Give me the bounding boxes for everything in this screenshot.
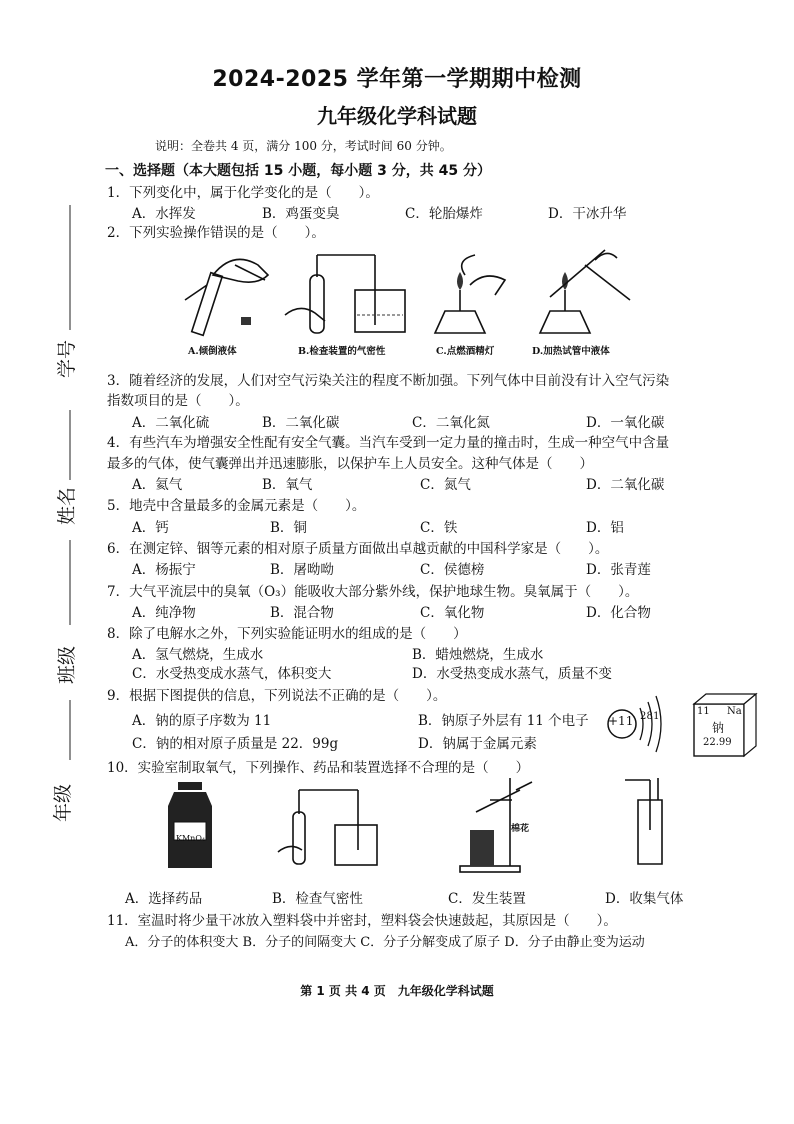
q9-stem: 9．根据下图提供的信息，下列说法不正确的是（ ）。 <box>107 688 447 704</box>
q10-bottle-label: KMnO₄ <box>176 834 206 843</box>
q2-figure-c-lamp <box>435 255 505 333</box>
q9-option-a: A．钠的原子序数为 11 <box>132 713 272 729</box>
exam-title: 2024-2025 学年第一学期期中检测 <box>212 67 582 92</box>
q2-figure-d-heating <box>540 250 630 333</box>
q2-figure-a-pouring <box>185 259 268 335</box>
q3-option-c: C．二氧化氮 <box>412 415 490 431</box>
q4-stem-line1: 4．有些汽车为增强安全性配有安全气囊。当汽车受到一定力量的撞击时，生成一种空气中含量 <box>107 435 670 451</box>
q10-option-d: D．收集气体 <box>605 891 684 907</box>
q7-option-c: C．氧化物 <box>420 605 485 621</box>
q2-option-d: D.加热试管中液体 <box>532 346 610 357</box>
q1-option-b: B．鸡蛋变臭 <box>262 206 340 222</box>
q4-option-b: B．氧气 <box>262 477 313 493</box>
q4-stem-line2: 最多的气体，使气囊弹出并迅速膨胀，以保护车上人员安全。这种气体是（ ） <box>107 456 593 472</box>
side-label-banji: 班级 <box>56 645 78 684</box>
q4-option-d: D．二氧化碳 <box>586 477 665 493</box>
q6-stem: 6．在测定锌、铟等元素的相对原子质量方面做出卓越贡献的中国科学家是（ ）。 <box>107 541 609 557</box>
element-symbol: Na <box>727 706 742 717</box>
q10-option-b: B．检查气密性 <box>272 891 363 907</box>
side-label-xingming: 姓名 <box>56 486 78 525</box>
side-label-nianji: 年级 <box>52 783 74 822</box>
q9-option-b: B．钠原子外层有 11 个电子 <box>418 713 589 729</box>
q6-option-b: B．屠呦呦 <box>270 562 334 578</box>
q1-option-c: C．轮胎爆炸 <box>405 206 483 222</box>
q3-stem-line2: 指数项目的是（ ）。 <box>107 393 249 409</box>
q10-cotton-label: 棉花 <box>511 824 530 834</box>
exam-note: 说明：全卷共 4 页，满分 100 分，考试时间 60 分钟。 <box>155 139 452 153</box>
q4-option-c: C．氮气 <box>420 477 471 493</box>
q3-option-b: B．二氧化碳 <box>262 415 340 431</box>
q10-figure-d-collect <box>625 778 662 864</box>
q11-options: A．分子的体积变大 B．分子的间隔变大 C．分子分解变成了原子 D．分子由静止变为运动 <box>125 935 645 950</box>
atom-shells: 2 8 1 <box>640 711 660 722</box>
element-number: 11 <box>697 706 710 717</box>
q3-option-a: A．二氧化硫 <box>132 415 210 431</box>
q5-option-d: D．铝 <box>586 520 624 536</box>
q2-option-c: C.点燃酒精灯 <box>436 346 495 357</box>
exam-subtitle: 九年级化学科试题 <box>317 104 477 128</box>
q2-figure-b-airtight <box>285 255 405 333</box>
q10-figure-a-bottle <box>168 782 212 868</box>
q2-stem: 2．下列实验操作错误的是（ ）。 <box>107 225 325 241</box>
q10-figure <box>160 770 680 882</box>
q5-stem: 5．地壳中含量最多的金属元素是（ ）。 <box>107 498 366 514</box>
q1-option-d: D．干冰升华 <box>548 206 627 222</box>
q8-option-b: B．蜡烛燃烧，生成水 <box>412 647 544 663</box>
q7-option-b: B．混合物 <box>270 605 334 621</box>
q6-option-d: D．张青莲 <box>586 562 651 578</box>
q7-option-d: D．化合物 <box>586 605 651 621</box>
side-label-xuehao: 学号 <box>56 339 78 378</box>
element-cell-frame <box>690 692 760 762</box>
q4-option-a: A．氦气 <box>132 477 183 493</box>
q7-option-a: A．纯净物 <box>132 605 196 621</box>
q7-stem: 7．大气平流层中的臭氧（O₃）能吸收大部分紫外线，保护地球生物。臭氧属于（ ）。 <box>107 584 639 600</box>
q10-option-a: A．选择药品 <box>125 891 203 907</box>
page-footer: 第 1 页 共 4 页 九年级化学科试题 <box>300 984 494 998</box>
q1-stem: 1．下列变化中，属于化学变化的是（ ）。 <box>107 185 379 201</box>
q2-option-a: A.倾倒液体 <box>188 346 237 357</box>
section-heading: 一、选择题（本大题包括 15 小题，每小题 3 分，共 45 分） <box>105 163 491 179</box>
q3-option-d: D．一氧化碳 <box>586 415 665 431</box>
q8-stem: 8．除了电解水之外，下列实验能证明水的组成的是（ ） <box>107 626 467 642</box>
q8-option-d: D．水受热变成水蒸气，质量不变 <box>412 666 612 682</box>
q11-stem: 11．室温时将少量干冰放入塑料袋中并密封，塑料袋会快速鼓起，其原因是（ ）。 <box>107 913 617 929</box>
q10-stem: 10．实验室制取氧气，下列操作、药品和装置选择不合理的是（ ） <box>107 760 530 776</box>
q1-option-a: A．水挥发 <box>132 206 196 222</box>
q9-option-c: C．钠的相对原子质量是 22．99g <box>132 736 339 752</box>
q5-option-b: B．铜 <box>270 520 307 536</box>
q8-option-c: C．水受热变成水蒸气，体积变大 <box>132 666 332 682</box>
q5-option-a: A．钙 <box>132 520 169 536</box>
q2-option-b: B.检查装置的气密性 <box>298 346 386 357</box>
q9-option-d: D．钠属于金属元素 <box>418 736 537 752</box>
q10-option-c: C．发生装置 <box>448 891 526 907</box>
q2-figure <box>165 245 645 345</box>
q8-option-a: A．氢气燃烧，生成水 <box>132 647 264 663</box>
q5-option-c: C．铁 <box>420 520 458 536</box>
q6-option-a: A．杨振宁 <box>132 562 196 578</box>
atom-nucleus: +11 <box>608 714 634 728</box>
element-mass: 22.99 <box>703 737 732 748</box>
element-name: 钠 <box>712 721 725 735</box>
q6-option-c: C．侯德榜 <box>420 562 485 578</box>
q10-figure-b-airtight <box>278 790 377 865</box>
q3-stem-line1: 3．随着经济的发展，人们对空气污染关注的程度不断加强。下列气体中目前没有计入空气污染 <box>107 373 670 389</box>
